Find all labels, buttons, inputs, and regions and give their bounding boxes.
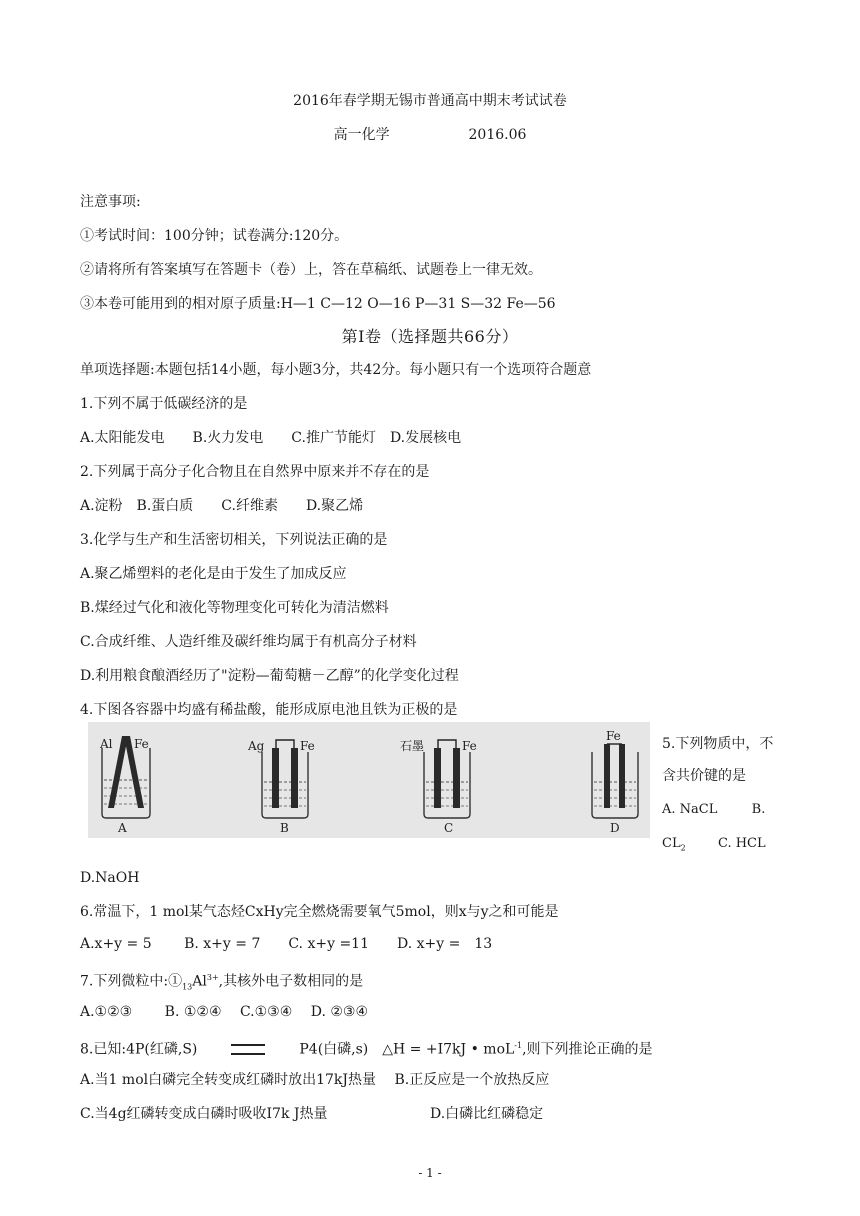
q5-option-b-label: B. — [751, 802, 766, 817]
d-top-label: Fe — [606, 729, 621, 743]
q1-options: A.太阳能发电 B.火力发电 C.推广节能灯 D.发展核电 — [80, 430, 462, 446]
q8-stem-post: ,则下列推论正确的是 — [522, 1041, 653, 1058]
q8-stem — [80, 1036, 653, 1060]
beaker-d — [592, 729, 638, 835]
a-right-label: Fe — [134, 737, 149, 751]
instructions: 单项选择题:本题包括14小题，每小题3分，共42分。每小题只有一个选项符合题意 — [80, 362, 592, 378]
c-left-label: 石墨 — [400, 739, 425, 753]
q7-atomic-number: 13 — [182, 982, 193, 992]
a-label: A — [118, 821, 127, 835]
q3-option-b: B.煤经过气化和液化等物理变化可转化为清洁燃料 — [80, 600, 389, 616]
q5-option-c: C. HCL — [717, 836, 766, 851]
q7-element: Al — [192, 973, 207, 990]
battery-figure — [88, 722, 650, 838]
section-title: 第Ⅰ卷（选择题共66分） — [341, 327, 519, 346]
q8-unit-exponent: -1 — [514, 1041, 523, 1050]
q7-charge: 3+ — [206, 973, 219, 982]
notice-item-2: ②请将所有答案填写在答题卡（卷）上，答在草稿纸、试题卷上一律无效。 — [80, 262, 542, 278]
q5-stem-line2: 含共价键的是 — [662, 768, 746, 784]
subject-label: 高一化学 — [333, 127, 390, 143]
q3-option-c: C.合成纤维、人造纤维及碳纤维均属于有机高分子材料 — [80, 634, 417, 650]
q7-stem-post: ,其核外电子数相同的是 — [218, 973, 364, 990]
q8-stem-pre: 8.已知:4P(红磷,S) — [80, 1041, 198, 1058]
c-label: C — [444, 821, 454, 835]
q6-options: A.x+y = 5 B. x+y = 7 C. x+y =11 D. x+y = 13 — [80, 936, 493, 952]
q5-option-b-value: CL — [662, 836, 681, 851]
notice-item-3: ③本卷可能用到的相对原子质量:H—1 C—12 O—16 P—31 S—32 Fe—56 — [80, 296, 556, 312]
exam-title: 2016年春学期无锡市普通高中期末考试试卷 — [293, 93, 567, 109]
q3-option-d: D.利用粮食酿酒经历了"淀粉—葡萄糖－乙醇”的化学变化过程 — [80, 668, 459, 684]
b-left-label: Ag — [248, 739, 265, 753]
q5-stem-line1: 5.下列物质中，不 — [662, 736, 774, 752]
q5-option-d: D.NaOH — [80, 870, 140, 886]
b-right-label: Fe — [300, 739, 315, 753]
exam-subtitle — [0, 124, 860, 144]
a-left-label: Al — [100, 737, 113, 751]
q1-stem: 1.下列不属于低碳经济的是 — [80, 396, 248, 412]
q3-stem: 3.化学与生产和生活密切相关，下列说法正确的是 — [80, 532, 388, 548]
q5-option-b-subscript: 2 — [680, 843, 686, 853]
q8-stem-mid: P4(白磷,s) △H = +I7kJ • moL — [299, 1041, 515, 1058]
page-number: - 1 - — [418, 1166, 442, 1180]
d-label: D — [610, 821, 620, 835]
b-label: B — [280, 821, 289, 835]
q2-stem: 2.下列属于高分子化合物且在自然界中原来并不存在的是 — [80, 464, 430, 480]
q5-options-row2 — [662, 834, 766, 859]
q8-option-c: C.当4g红磷转变成白磷时吸收I7k J热量 — [80, 1106, 328, 1122]
c-right-label: Fe — [462, 739, 477, 753]
q5-options-row1 — [662, 800, 765, 820]
exam-date: 2016.06 — [468, 127, 527, 143]
beaker-c — [400, 739, 477, 835]
notice-item-1: ①考试时间：100分钟；试卷满分:120分。 — [80, 228, 349, 244]
q2-options: A.淀粉 B.蛋白质 C.纤维素 D.聚乙烯 — [80, 498, 364, 514]
q4-stem: 4.下图各容器中均盛有稀盐酸，能形成原电池且铁为正极的是 — [80, 702, 458, 718]
q7-stem — [80, 968, 363, 997]
notice-heading: 注意事项: — [80, 194, 141, 210]
beaker-diagram — [88, 722, 650, 838]
beaker-b — [247, 739, 315, 835]
q7-stem-pre: 7.下列微粒中:① — [80, 973, 183, 990]
q8-options-ab: A.当1 mol白磷完全转变成红磷时放出17kJ热量 B.正反应是一个放热反应 — [80, 1072, 550, 1088]
q3-option-a: A.聚乙烯塑料的老化是由于发生了加成反应 — [80, 566, 347, 582]
equilibrium-sign — [231, 1044, 265, 1055]
q6-stem: 6.常温下，1 mol某气态烃CxHy完全燃烧需要氧气5mol，则x与y之和可能是 — [80, 904, 559, 920]
q5-option-a: A. NaCL — [662, 802, 718, 817]
q7-options: A.①②③ B. ①②④ C.①③④ D. ②③④ — [80, 1004, 368, 1020]
q8-option-d: D.白磷比红磷稳定 — [430, 1106, 544, 1122]
beaker-a — [99, 736, 150, 835]
